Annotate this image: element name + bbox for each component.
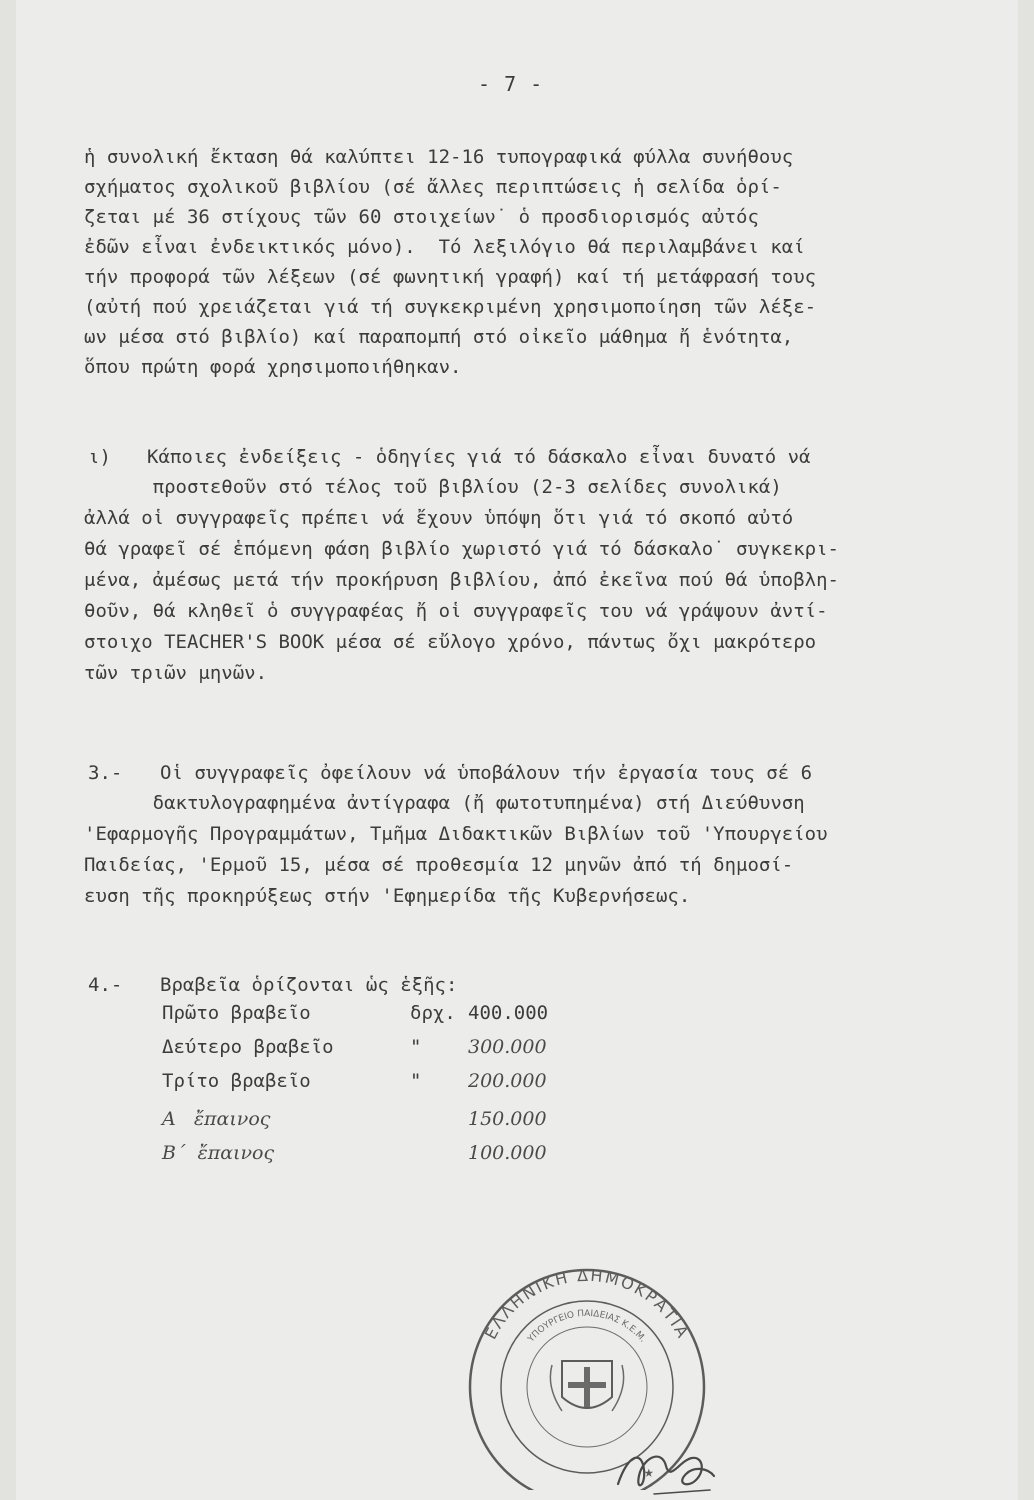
stamp-inner-text-path: ΥΠΟΥΡΓΕΙΟ ΠΑΙΔΕΙΑΣ Κ.Ε.Μ. [526,1308,648,1345]
stamp-outer-text [481,1266,693,1342]
page-number: - 7 - [478,72,544,96]
prize-label: Δεύτερο βραβεῖο [162,1036,334,1058]
paragraph-iota-first-line: Κάποιες ἐνδείξεις - ὁδηγίες γιά τό δάσκαλο εἶναι δυνατό νά [147,446,811,468]
page-left-edge [0,0,16,1500]
paragraph-3-first-line: Οἱ συγγραφεῖς ὀφείλουν νά ὑποβάλουν τήν ἐργασία τους σέ 6 [160,762,813,784]
paragraph-iota-marker: ι) [88,446,111,468]
paragraph-3-marker: 3.- [88,762,123,784]
paragraph-iota-body: προστεθοῦν στό τέλος τοῦ βιβλίου (2-3 σελίδες συνολικά) ἀλλά οἱ συγγραφεῖς πρέπει νά ἔχουν ὑπόψη ὅτι γιά τό σκοπό αὐτό θά γραφεῖ σέ ἑπόμενη φάση βιβλίο χωριστό γιά τό δάσκαλο˙ συγκεκρι- μένα, ἀμέσως μετά τήν προκήρυση βιβλίου, ἀπό ἐκεῖνα πού θά ὑποβλη- θοῦν, θά κληθεῖ ὁ συγγραφέας ἤ οἱ συγγραφεῖς του νά γράψουν ἀντί- στοιχο TEACHER'S BOOK μέσα σέ εὔλογο χρόνο, πάντως ὄχι μακρότερο τῶν τριῶν μηνῶν. [84,476,839,684]
paragraph-4-heading: Βραβεῖα ὁρίζονται ὡς ἑξῆς: [160,974,458,996]
prize-label: Τρίτο βραβεῖο [162,1070,311,1092]
prize-row [162,1070,602,1102]
prize-currency: " [410,1036,422,1058]
prize-currency: " [410,1070,422,1092]
signature [610,1440,720,1500]
prize-label: Α ἔπαινος [162,1108,271,1130]
prize-amount: 100.000 [468,1142,547,1164]
prize-amount: 400.000 [468,1002,549,1024]
paragraph-3-body: δακτυλογραφημένα ἀντίγραφα (ἤ φωτοτυπημένα) στή Διεύθυνση 'Εφαρμογῆς Προγραμμάτων, Τμῆμα Διδακτικῶν Βιβλίων τοῦ 'Υπουργείου Παιδείας, 'Ερμοῦ 15, μέσα σέ προθεσμία 12 μηνῶν ἀπό τή δημοσί- ευση τῆς προκηρύξεως στήν 'Εφημερίδα τῆς Κυβερνήσεως. [84,792,828,907]
paragraph-intro: ἡ συνολική ἔκταση θά καλύπτει 12-16 τυπογραφικά φύλλα συνήθους σχήματος σχολικοῦ βιβλίου (σέ ἄλλες περιπτώσεις ἡ σελίδα ὁρί- ζεται μέ 36 στίχους τῶν 60 στοιχείων˙ ὁ προσδιορισμός αὐτός ἐδῶν εἶναι ἐνδεικτικός μόνο). Τό λεξιλόγιο θά περιλαμβάνει καί τήν προφορά τῶν λέξεων (σέ φωνητική γραφή) καί τή μετάφρασή τους (αὐτή πού χρειάζεται γιά τή συγκεκριμένη χρησιμοποίηση τῶν λέξε- ων μέσα στό βιβλίο) καί παραπομπή στό οἰκεῖο μάθημα ἤ ἑνότητα, ὅπου πρώτη φορά χρησιμοποιήθηκαν. [84,146,817,378]
stamp-outer-text-path: ΕΛΛΗΝΙΚΗ ΔΗΜΟΚΡΑΤΙΑ [480,1265,694,1343]
prize-amount: 150.000 [468,1108,547,1130]
page-right-edge [1018,0,1034,1500]
prize-row [162,1142,602,1174]
prize-amount: 200.000 [468,1070,547,1092]
prize-row [162,1036,602,1068]
prize-label: Β΄ ἔπαινος [162,1142,275,1164]
coat-of-arms-icon [550,1361,623,1411]
prize-row [162,1002,602,1034]
prize-amount: 300.000 [468,1036,547,1058]
star-icon: ★ [644,1462,654,1481]
prize-label: Πρῶτο βραβεῖο [162,1002,311,1024]
paragraph-4-marker: 4.- [88,974,123,996]
prize-currency: δρχ. [410,1002,456,1024]
prize-row [162,1108,602,1140]
